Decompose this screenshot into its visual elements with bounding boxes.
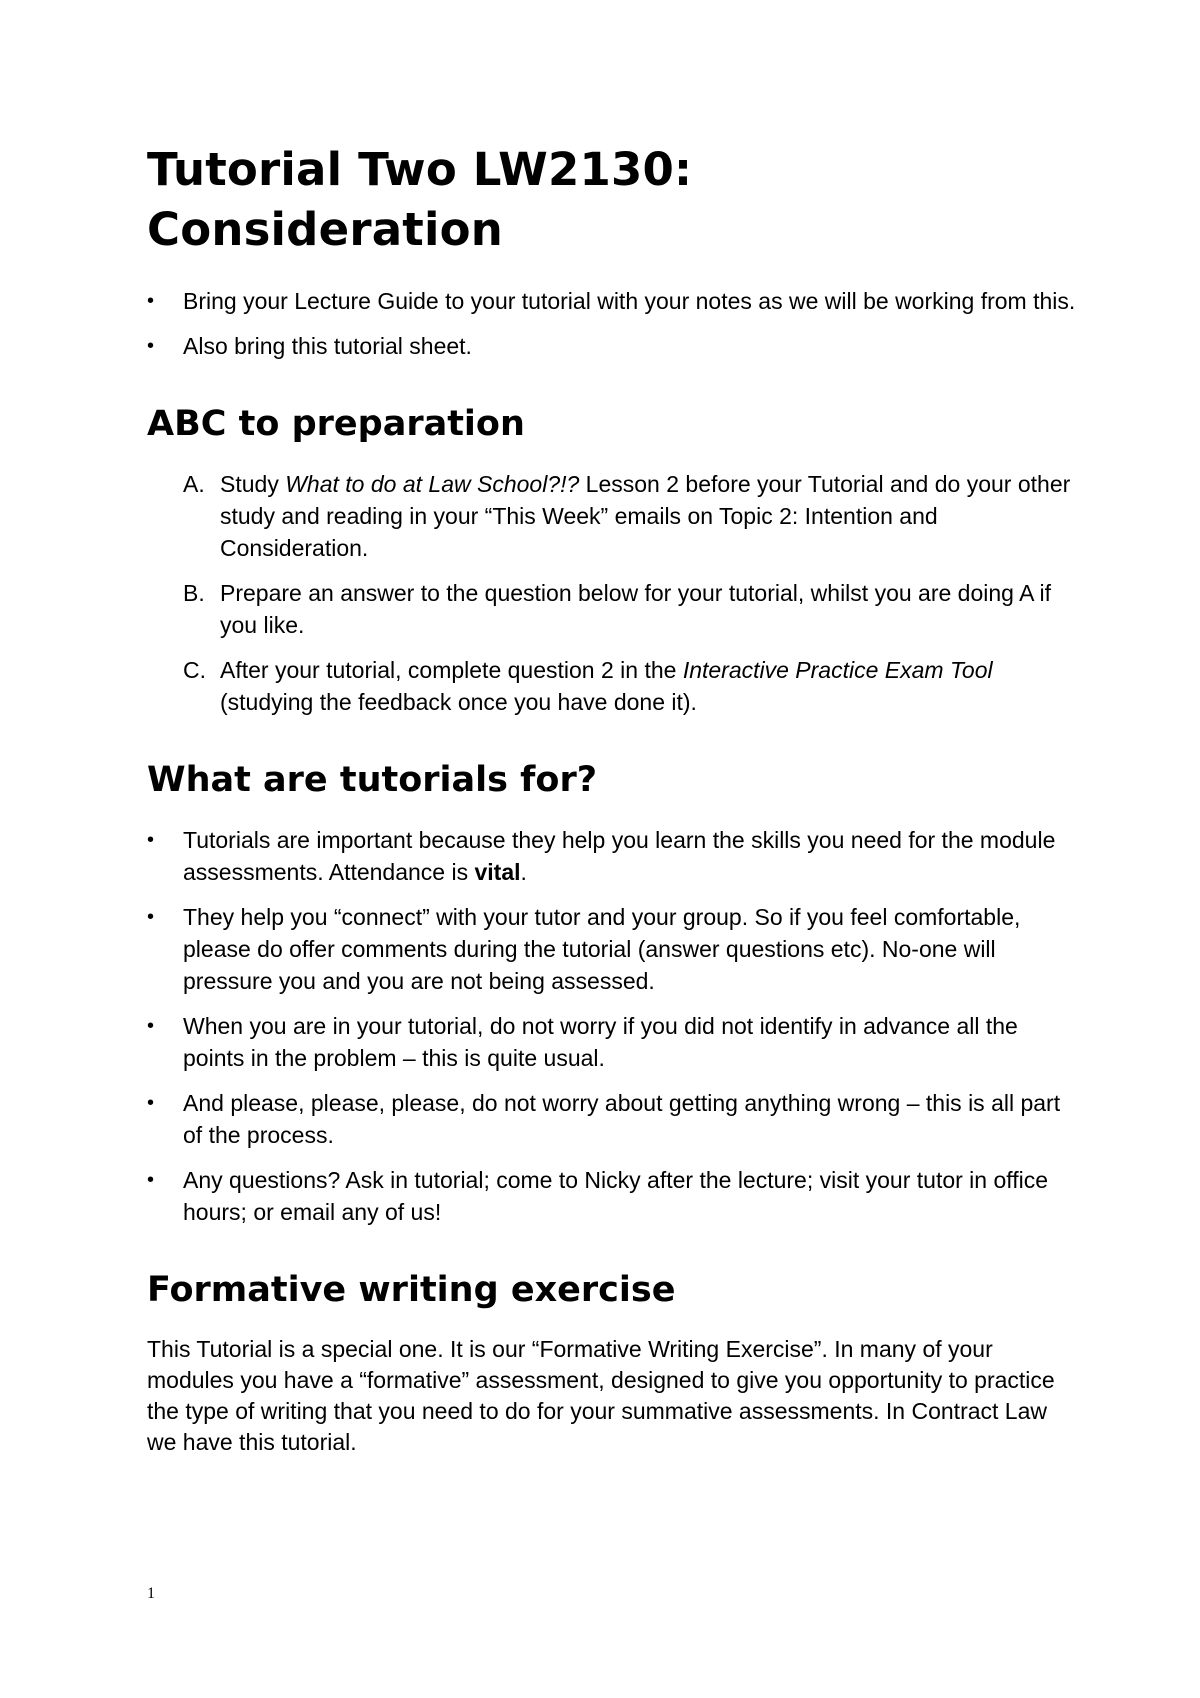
list-item-text: Also bring this tutorial sheet. <box>183 333 472 359</box>
section-heading-formative: Formative writing exercise <box>147 1270 676 1310</box>
list-item-text-pre: After your tutorial, complete question 2 in the <box>220 657 683 683</box>
list-item-text-post: (studying the feedback once you have done it). <box>220 689 697 715</box>
course-title-italic: What to do at Law School?!? <box>285 471 580 497</box>
abc-list <box>147 468 1077 718</box>
formative-paragraph: This Tutorial is a special one. It is our “Formative Writing Exercise”. In many of your modules you have a “formative” assessment, designed to give you opportunity to practice the type of writing that you need to do for your summative assessments. In Contract Law we have this tutorial. <box>147 1336 1055 1455</box>
title-line-2: Consideration <box>147 203 503 256</box>
document-page <box>147 140 1077 1458</box>
list-item-text: When you are in your tutorial, do not worry if you did not identify in advance all the points in the problem – this is quite usual. <box>183 1013 1018 1071</box>
list-item <box>147 1010 1077 1074</box>
list-item-text: Bring your Lecture Guide to your tutorial with your notes as we will be working from this. <box>183 288 1076 314</box>
section-heading-abc: ABC to preparation <box>147 404 525 444</box>
section-heading-tutorials: What are tutorials for? <box>147 760 598 800</box>
list-item <box>147 330 1077 362</box>
list-item-text: Prepare an answer to the question below for your tutorial, whilst you are doing A if you like. <box>220 580 1052 638</box>
list-letter: C. <box>183 657 206 683</box>
list-item <box>147 285 1077 317</box>
list-item-text: They help you “connect” with your tutor and your group. So if you feel comfortable, please do offer comments during the tutorial (answer questions etc). No-one will pressure you and you are not being assessed. <box>183 904 1021 994</box>
list-item-c <box>147 654 1077 718</box>
list-item-text-post: Lesson 2 before your Tutorial and do your other study and reading in your “This Week” emails on Topic 2: Intention and Consideration. <box>220 471 1071 561</box>
list-letter: B. <box>183 580 205 606</box>
bullet-icon: • <box>147 906 155 928</box>
list-item-text: And please, please, please, do not worry about getting anything wrong – this is all part of the process. <box>183 1090 1061 1148</box>
list-item <box>147 1087 1077 1151</box>
bullet-icon: • <box>147 1169 155 1191</box>
bullet-icon: • <box>147 335 155 357</box>
list-item-text-post: . <box>520 859 527 885</box>
list-item-a <box>147 468 1077 564</box>
list-item <box>147 1164 1077 1228</box>
bullet-icon: • <box>147 1092 155 1114</box>
tutorials-bullet-list <box>147 824 1077 1228</box>
tool-title-italic: Interactive Practice Exam Tool <box>682 657 993 683</box>
list-item-text-pre: Study <box>220 471 286 497</box>
list-item <box>147 824 1077 888</box>
intro-bullet-list <box>147 285 1077 362</box>
bullet-icon: • <box>147 829 155 851</box>
title-line-1: Tutorial Two LW2130: <box>147 143 693 196</box>
list-item <box>147 901 1077 997</box>
document-title <box>147 140 1077 260</box>
list-item-b <box>147 577 1077 641</box>
list-letter: A. <box>183 471 205 497</box>
list-item-text-pre: Tutorials are important because they help you learn the skills you need for the module assessments. Attendance is <box>183 827 1056 885</box>
emphasis-bold: vital <box>474 859 521 885</box>
bullet-icon: • <box>147 1015 155 1037</box>
bullet-icon: • <box>147 290 155 312</box>
list-item-text: Any questions? Ask in tutorial; come to Nicky after the lecture; visit your tutor in office hours; or email any of us! <box>183 1167 1049 1225</box>
page-number: 1 <box>147 1585 155 1602</box>
